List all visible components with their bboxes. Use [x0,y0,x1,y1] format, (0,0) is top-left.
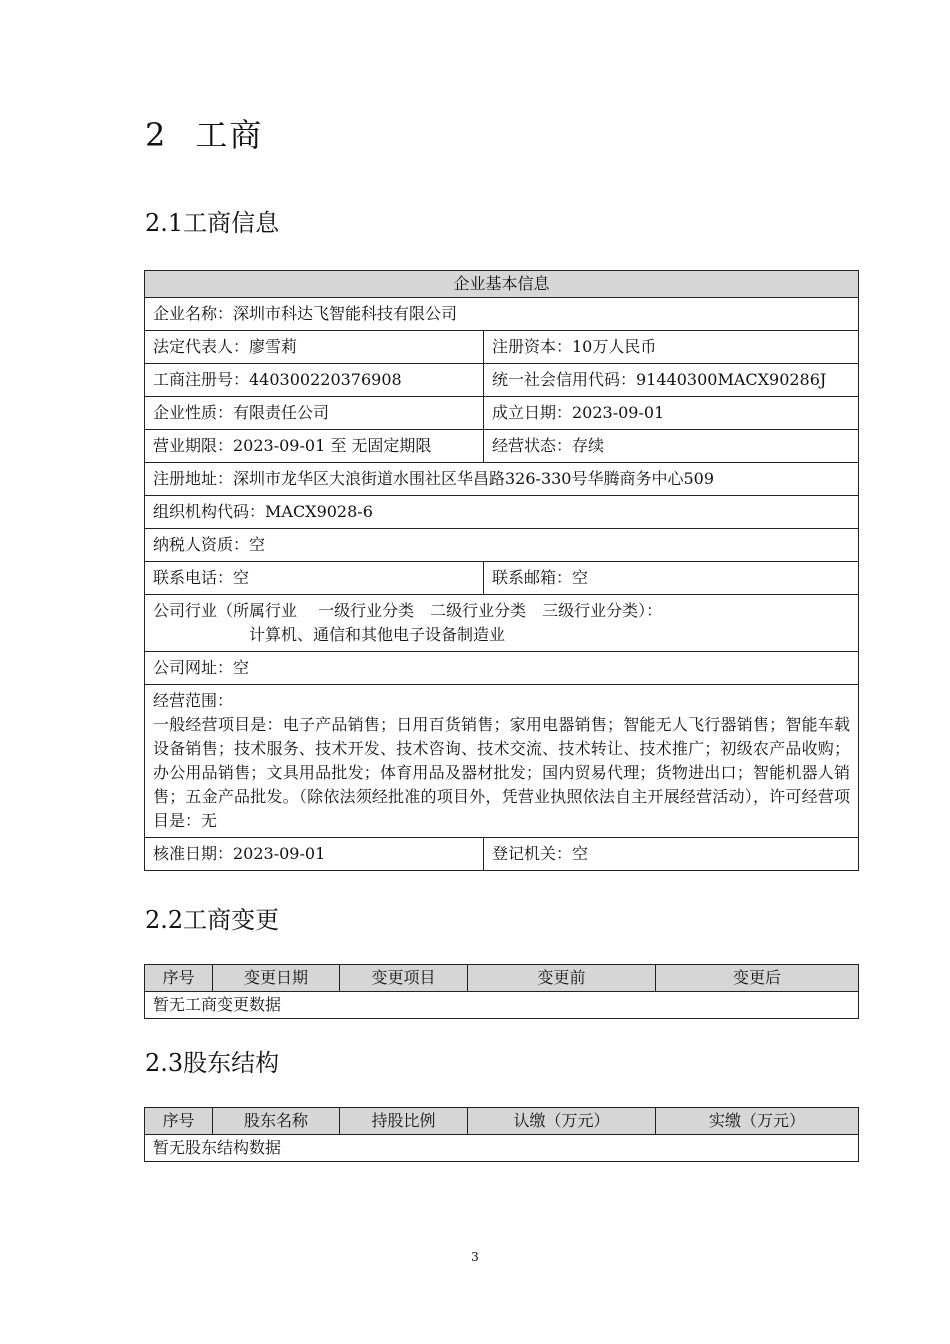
business-status: 经营状态：存续 [484,430,859,463]
column-header: 持股比例 [340,1108,468,1135]
section-title: 工商 [195,116,264,154]
organization-code: 组织机构代码：MACX9028-6 [145,496,859,529]
business-scope-label: 经营范围： [153,691,234,710]
subsection-heading-changes: 2.2工商变更 [145,906,280,934]
subsection-heading-shareholders: 2.3股东结构 [145,1049,280,1077]
column-header: 实缴（万元） [656,1108,859,1135]
enterprise-nature: 企业性质：有限责任公司 [145,397,484,430]
industry-cell [145,595,859,652]
business-scope-cell [145,685,859,838]
changes-table [144,964,859,1019]
section-number: 2 [145,116,168,154]
empty-message: 暂无股东结构数据 [145,1135,859,1162]
empty-message: 暂无工商变更数据 [145,992,859,1019]
column-header: 股东名称 [213,1108,340,1135]
page-number: 3 [471,1250,479,1264]
column-header: 序号 [145,965,213,992]
column-header: 变更日期 [213,965,340,992]
section-heading [145,110,263,156]
industry-label: 公司行业（所属行业 一级行业分类 二级行业分类 三级行业分类）： [153,601,663,620]
shareholders-table [144,1107,859,1162]
business-term: 营业期限：2023-09-01 至 无固定期限 [145,430,484,463]
business-scope-text: 一般经营项目是：电子产品销售；日用百货销售；家用电器销售；智能无人飞行器销售；智能车载设备销售；技术服务、技术开发、技术咨询、技术交流、技术转让、技术推广；初级农产品收购；办公用品销售；文具用品批发；体育用品及器材批发；国内贸易代理；货物进出口；智能机器人销售；五金产品批发。（除依法须经批准的项目外，凭营业执照依法自主开展经营活动），许可经营项目是：无 [153,715,851,830]
column-header: 变更后 [656,965,859,992]
column-header: 认缴（万元） [468,1108,656,1135]
registered-address: 注册地址：深圳市龙华区大浪街道水围社区华昌路326-330号华腾商务中心509 [145,463,859,496]
registered-capital: 注册资本：10万人民币 [484,331,859,364]
industry-value: 计算机、通信和其他电子设备制造业 [249,625,506,644]
company-info-table [144,270,859,871]
legal-representative: 法定代表人：廖雪莉 [145,331,484,364]
column-header: 变更前 [468,965,656,992]
taxpayer-qualification: 纳税人资质：空 [145,529,859,562]
credit-code: 统一社会信用代码：91440300MACX90286J [484,364,859,397]
subsection-heading-info: 2.1工商信息 [145,209,280,237]
established-date: 成立日期：2023-09-01 [484,397,859,430]
table-title: 企业基本信息 [145,271,859,298]
registration-authority: 登记机关：空 [484,838,859,871]
registration-number: 工商注册号：440300220376908 [145,364,484,397]
contact-email: 联系邮箱：空 [484,562,859,595]
company-website: 公司网址：空 [145,652,859,685]
column-header: 序号 [145,1108,213,1135]
contact-phone: 联系电话：空 [145,562,484,595]
column-header: 变更项目 [340,965,468,992]
approval-date: 核准日期：2023-09-01 [145,838,484,871]
company-name: 企业名称：深圳市科达飞智能科技有限公司 [145,298,859,331]
